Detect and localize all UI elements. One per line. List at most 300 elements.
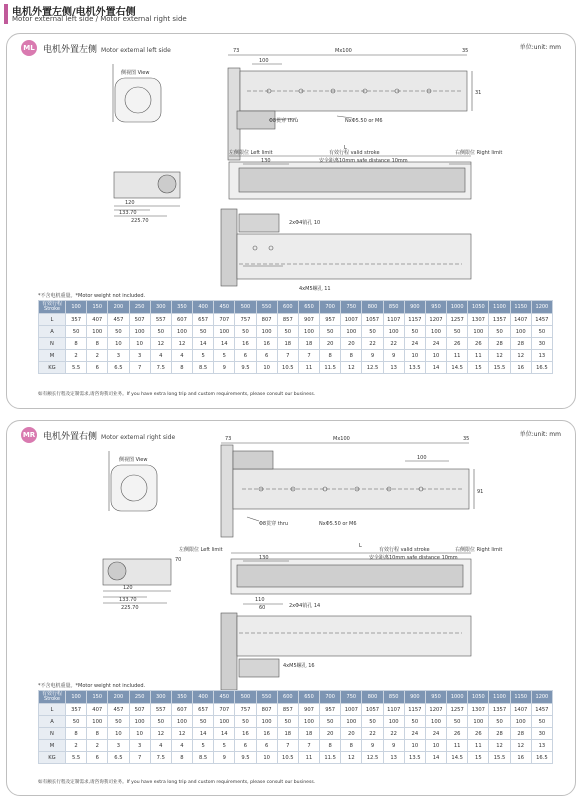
stroke-header-cell: 950 xyxy=(425,301,446,314)
mr-safety-label: 安全距离10mm safe distance 10mm xyxy=(369,555,458,561)
weight-note: *不含电机重量。*Motor weight not included. xyxy=(38,293,146,299)
stroke-header-cell: 300 xyxy=(150,691,171,704)
table-cell: 28 xyxy=(489,338,510,350)
mr-mount-view-label: 侧视图 View xyxy=(119,457,148,463)
table-cell: 10.5 xyxy=(277,362,298,374)
stroke-header-cell: 700 xyxy=(320,691,341,704)
stroke-header-cell: 550 xyxy=(256,301,277,314)
stroke-header-cell: 500 xyxy=(235,301,256,314)
table-cell: 907 xyxy=(298,704,319,716)
table-cell: 2 xyxy=(66,740,87,752)
ml-end-circle xyxy=(158,175,176,193)
table-cell: 9.5 xyxy=(235,362,256,374)
table-cell: 5 xyxy=(214,740,235,752)
table-cell: 1407 xyxy=(510,704,531,716)
table-cell: 8 xyxy=(171,752,192,764)
table-cell: 11 xyxy=(447,350,468,362)
ml-bottom-end xyxy=(221,209,237,286)
table-cell: 557 xyxy=(150,704,171,716)
mr-dim-L: L xyxy=(359,543,362,549)
title-en: Motor external left side xyxy=(101,47,171,54)
stroke-header-cell: 1200 xyxy=(531,301,552,314)
table-cell: 5.5 xyxy=(66,752,87,764)
ml-dim-130: 130 xyxy=(261,158,271,164)
stroke-header-cell: 450 xyxy=(214,301,235,314)
row-label: M xyxy=(39,350,66,362)
table-cell: 100 xyxy=(256,326,277,338)
table-cell: 12.5 xyxy=(362,752,383,764)
table-cell: 100 xyxy=(298,326,319,338)
table-cell: 557 xyxy=(150,314,171,326)
stroke-header-cell: 400 xyxy=(193,691,214,704)
stroke-header-cell: 200 xyxy=(108,301,129,314)
table-cell: 28 xyxy=(489,728,510,740)
table-cell: 24 xyxy=(404,728,425,740)
table-row xyxy=(39,740,553,752)
mr-mount-side xyxy=(111,465,157,511)
table-cell: 18 xyxy=(277,338,298,350)
table-cell: 507 xyxy=(129,314,150,326)
stroke-header-cell: 800 xyxy=(362,691,383,704)
table-cell: 2 xyxy=(87,740,108,752)
stroke-header-cell: 750 xyxy=(341,301,362,314)
table-cell: 12 xyxy=(341,362,362,374)
table-cell: 5 xyxy=(214,350,235,362)
table-cell: 507 xyxy=(129,704,150,716)
ml-dim-225: 225.70 xyxy=(131,218,149,224)
table-cell: 14 xyxy=(425,752,446,764)
table-cell: 657 xyxy=(193,704,214,716)
table-cell: 2 xyxy=(87,350,108,362)
table-cell: 4 xyxy=(171,350,192,362)
stroke-header-cell: 550 xyxy=(256,691,277,704)
table-cell: 1007 xyxy=(341,704,362,716)
table-cell: 12 xyxy=(341,752,362,764)
stroke-header-cell: 1200 xyxy=(531,691,552,704)
table-cell: 357 xyxy=(66,704,87,716)
table-cell: 3 xyxy=(108,740,129,752)
table-cell: 12 xyxy=(510,740,531,752)
ml-dim-mx100: Mx100 xyxy=(335,48,352,54)
mr-spec-table xyxy=(38,690,553,764)
table-cell: 100 xyxy=(383,716,404,728)
ml-spec-body xyxy=(39,301,553,374)
table-cell: 100 xyxy=(510,326,531,338)
table-cell: 3 xyxy=(108,350,129,362)
table-cell: 50 xyxy=(404,326,425,338)
table-cell: 1357 xyxy=(489,704,510,716)
stroke-header-cell: 750 xyxy=(341,691,362,704)
stroke-header-cell: 200 xyxy=(108,691,129,704)
page-header xyxy=(0,0,581,28)
table-cell: 11 xyxy=(468,740,489,752)
table-cell: 7 xyxy=(298,350,319,362)
table-cell: 5 xyxy=(193,350,214,362)
table-cell: 6 xyxy=(235,740,256,752)
table-cell: 22 xyxy=(383,338,404,350)
table-cell: 100 xyxy=(341,326,362,338)
table-row xyxy=(39,752,553,764)
table-cell: 20 xyxy=(341,338,362,350)
ml-nxm-label: NxΦ5.50 or M6 xyxy=(345,118,383,124)
table-header-row xyxy=(39,301,553,314)
stroke-header-cell: 150 xyxy=(87,691,108,704)
table-cell: 12 xyxy=(489,350,510,362)
table-cell: 9 xyxy=(214,752,235,764)
unit-label: 单位:unit: mm xyxy=(519,44,561,51)
table-cell: 100 xyxy=(468,326,489,338)
stroke-header-label xyxy=(39,691,66,704)
table-cell: 50 xyxy=(108,326,129,338)
table-cell: 100 xyxy=(171,716,192,728)
table-cell: 6 xyxy=(87,362,108,374)
table-cell: 8 xyxy=(66,338,87,350)
table-cell: 18 xyxy=(277,728,298,740)
table-cell: 100 xyxy=(468,716,489,728)
table-cell: 100 xyxy=(256,716,277,728)
table-cell: 13.5 xyxy=(404,752,425,764)
table-cell: 707 xyxy=(214,704,235,716)
table-cell: 100 xyxy=(214,326,235,338)
table-cell: 957 xyxy=(320,704,341,716)
row-label: N xyxy=(39,728,66,740)
table-cell: 11 xyxy=(468,350,489,362)
table-cell: 15 xyxy=(468,362,489,374)
ml-front-rail xyxy=(239,168,465,192)
table-cell: 757 xyxy=(235,704,256,716)
stroke-header-cell: 250 xyxy=(129,691,150,704)
table-cell: 1207 xyxy=(425,704,446,716)
row-label: A xyxy=(39,716,66,728)
table-cell: 1057 xyxy=(362,314,383,326)
table-cell: 10 xyxy=(256,752,277,764)
table-cell: 50 xyxy=(277,716,298,728)
mr-thru-label: Φ8贯穿 thru xyxy=(259,521,289,527)
table-cell: 9 xyxy=(383,350,404,362)
table-cell: 807 xyxy=(256,704,277,716)
mr-bottom-carriage xyxy=(239,659,279,677)
table-cell: 50 xyxy=(66,326,87,338)
table-row xyxy=(39,314,553,326)
table-cell: 607 xyxy=(171,704,192,716)
table-cell: 24 xyxy=(404,338,425,350)
table-cell: 407 xyxy=(87,314,108,326)
table-cell: 100 xyxy=(425,326,446,338)
table-cell: 100 xyxy=(341,716,362,728)
mr-dim-133: 133.70 xyxy=(119,597,137,603)
table-cell: 16 xyxy=(510,362,531,374)
stroke-header-cell: 850 xyxy=(383,691,404,704)
table-cell: 6 xyxy=(87,752,108,764)
mr-hole-m5-label: 4xM5螺孔 16 xyxy=(283,663,315,669)
table-cell: 13 xyxy=(383,752,404,764)
table-cell: 12.5 xyxy=(362,362,383,374)
stroke-header-cell: 600 xyxy=(277,301,298,314)
mr-end-plate xyxy=(221,445,233,537)
stroke-header-cell: 500 xyxy=(235,691,256,704)
table-cell: 10 xyxy=(108,728,129,740)
mr-dim-60: 60 xyxy=(259,605,266,611)
table-cell: 14 xyxy=(214,338,235,350)
mr-dim-225: 225.70 xyxy=(121,605,139,611)
row-label: KG xyxy=(39,752,66,764)
stroke-header-cell: 950 xyxy=(425,691,446,704)
table-cell: 907 xyxy=(298,314,319,326)
table-cell: 15.5 xyxy=(489,752,510,764)
table-cell: 857 xyxy=(277,314,298,326)
table-cell: 11 xyxy=(298,752,319,764)
footer-note: 如有额长行程及定制需求,请咨询我司业务。If you have extra long trip and custom requirements, please consult our business. xyxy=(38,392,316,397)
table-cell: 10 xyxy=(404,350,425,362)
table-cell: 8 xyxy=(66,728,87,740)
table-cell: 13 xyxy=(531,350,552,362)
table-cell: 1207 xyxy=(425,314,446,326)
table-cell: 10.5 xyxy=(277,752,298,764)
ml-dowel-label: 2xΦ4销孔 10 xyxy=(289,220,321,226)
table-cell: 22 xyxy=(383,728,404,740)
stroke-header-cell: 1000 xyxy=(447,691,468,704)
table-cell: 8 xyxy=(87,338,108,350)
table-cell: 24 xyxy=(425,728,446,740)
row-label: A xyxy=(39,326,66,338)
table-cell: 1407 xyxy=(510,314,531,326)
table-cell: 50 xyxy=(320,716,341,728)
row-label: N xyxy=(39,338,66,350)
table-cell: 11 xyxy=(447,740,468,752)
mr-stroke-label: 有效行程 valid stroke xyxy=(379,547,430,553)
table-cell: 8 xyxy=(171,362,192,374)
table-cell: 957 xyxy=(320,314,341,326)
table-cell: 50 xyxy=(404,716,425,728)
mr-dim-100: 100 xyxy=(417,455,427,461)
table-cell: 1457 xyxy=(531,314,552,326)
table-cell: 1107 xyxy=(383,704,404,716)
table-cell: 3 xyxy=(129,740,150,752)
table-cell: 4 xyxy=(171,740,192,752)
table-row xyxy=(39,716,553,728)
table-row xyxy=(39,728,553,740)
table-cell: 8 xyxy=(341,350,362,362)
table-row xyxy=(39,362,553,374)
table-cell: 10 xyxy=(108,338,129,350)
table-cell: 857 xyxy=(277,704,298,716)
table-cell: 7 xyxy=(298,740,319,752)
stroke-header-cell: 700 xyxy=(320,301,341,314)
table-cell: 100 xyxy=(214,716,235,728)
table-cell: 15.5 xyxy=(489,362,510,374)
stroke-header-cell: 1050 xyxy=(468,301,489,314)
table-cell: 18 xyxy=(298,338,319,350)
ml-bottom-body xyxy=(237,234,471,279)
table-cell: 16 xyxy=(256,728,277,740)
stroke-header-cell: 650 xyxy=(298,691,319,704)
mr-bottom-end xyxy=(221,613,237,690)
stroke-header-cell: 400 xyxy=(193,301,214,314)
section-motor-left xyxy=(6,33,576,409)
stroke-header-cell: 850 xyxy=(383,301,404,314)
table-cell: 4 xyxy=(150,740,171,752)
stroke-label-cn: 有效行程 xyxy=(41,300,62,307)
table-cell: 24 xyxy=(425,338,446,350)
mr-motor-block xyxy=(233,451,273,469)
weight-note: *不含电机重量。*Motor weight not included. xyxy=(38,683,146,689)
table-cell: 9 xyxy=(214,362,235,374)
stroke-header-cell: 250 xyxy=(129,301,150,314)
table-cell: 8.5 xyxy=(193,752,214,764)
table-cell: 100 xyxy=(129,326,150,338)
table-cell: 50 xyxy=(66,716,87,728)
table-cell: 1357 xyxy=(489,314,510,326)
table-cell: 11.5 xyxy=(320,752,341,764)
mr-spec-body xyxy=(39,691,553,764)
table-cell: 26 xyxy=(447,728,468,740)
table-row xyxy=(39,338,553,350)
table-cell: 22 xyxy=(362,728,383,740)
stroke-header-cell: 1150 xyxy=(510,301,531,314)
table-cell: 16 xyxy=(510,752,531,764)
stroke-header-cell: 1000 xyxy=(447,301,468,314)
stroke-header-cell: 350 xyxy=(171,691,192,704)
table-cell: 8 xyxy=(341,740,362,752)
mr-front-rail xyxy=(237,565,463,587)
table-cell: 14 xyxy=(214,728,235,740)
ml-hole-m5-label: 4xM5螺孔 11 xyxy=(299,286,331,292)
section-motor-right xyxy=(6,420,576,796)
table-cell: 50 xyxy=(235,716,256,728)
table-cell: 16.5 xyxy=(531,362,552,374)
table-cell: 12 xyxy=(150,728,171,740)
stroke-label-en: Stroke xyxy=(44,306,60,312)
mr-dowel-label: 2xΦ4销孔 14 xyxy=(289,603,321,609)
table-cell: 13 xyxy=(531,740,552,752)
table-cell: 50 xyxy=(108,716,129,728)
mr-left-limit: 左侧限位 Left limit xyxy=(179,547,223,553)
mr-dim-120: 120 xyxy=(123,585,133,591)
table-cell: 9 xyxy=(362,740,383,752)
stroke-header-cell: 900 xyxy=(404,301,425,314)
table-cell: 1307 xyxy=(468,704,489,716)
stroke-header-cell: 1150 xyxy=(510,691,531,704)
mr-badge: MR xyxy=(21,427,37,443)
table-cell: 6 xyxy=(235,350,256,362)
table-row xyxy=(39,350,553,362)
ml-dim-L: L xyxy=(344,145,347,151)
stroke-label-cn: 有效行程 xyxy=(41,690,62,697)
table-cell: 100 xyxy=(171,326,192,338)
table-cell: 28 xyxy=(510,728,531,740)
table-cell: 50 xyxy=(489,716,510,728)
ml-stroke-label: 有效行程 valid stroke xyxy=(329,150,380,156)
title-en: Motor external right side xyxy=(101,434,176,441)
table-cell: 50 xyxy=(447,716,468,728)
table-cell: 7.5 xyxy=(150,752,171,764)
table-cell: 8 xyxy=(87,728,108,740)
stroke-header-cell: 600 xyxy=(277,691,298,704)
ml-mount-side xyxy=(115,78,161,122)
table-cell: 12 xyxy=(171,728,192,740)
table-cell: 30 xyxy=(531,338,552,350)
page-title: 电机外置左侧/电机外置右侧 xyxy=(12,7,136,18)
mr-dim-35: 35 xyxy=(463,436,470,442)
table-cell: 5.5 xyxy=(66,362,87,374)
table-cell: 14 xyxy=(425,362,446,374)
table-cell: 16 xyxy=(256,338,277,350)
table-cell: 607 xyxy=(171,314,192,326)
table-cell: 7 xyxy=(277,740,298,752)
ml-thru-label: Φ8贯穿 thru xyxy=(269,118,299,124)
table-cell: 50 xyxy=(277,326,298,338)
stroke-label-en: Stroke xyxy=(44,696,60,702)
table-cell: 100 xyxy=(87,326,108,338)
table-cell: 26 xyxy=(468,338,489,350)
mr-dim-110: 110 xyxy=(255,597,265,603)
row-label: M xyxy=(39,740,66,752)
table-cell: 8 xyxy=(320,350,341,362)
table-cell: 407 xyxy=(87,704,108,716)
table-cell: 6 xyxy=(256,350,277,362)
footer-note: 如有额长行程及定制需求,请咨询我司业务。If you have extra long trip and custom requirements, please consult our business. xyxy=(38,780,316,785)
page-subtitle: Motor external left side / Motor external right side xyxy=(12,15,187,23)
table-cell: 20 xyxy=(341,728,362,740)
table-cell: 707 xyxy=(214,314,235,326)
table-cell: 1157 xyxy=(404,314,425,326)
mr-bottom-body xyxy=(237,616,471,656)
table-cell: 14.5 xyxy=(447,752,468,764)
table-cell: 6 xyxy=(256,740,277,752)
stroke-header-cell: 450 xyxy=(214,691,235,704)
table-cell: 657 xyxy=(193,314,214,326)
table-cell: 50 xyxy=(193,326,214,338)
mr-nxm-label: NxΦ5.50 or M6 xyxy=(319,521,357,527)
table-cell: 5 xyxy=(193,740,214,752)
table-cell: 50 xyxy=(150,716,171,728)
stroke-header-cell: 1050 xyxy=(468,691,489,704)
table-cell: 10 xyxy=(425,740,446,752)
stroke-header-cell: 900 xyxy=(404,691,425,704)
table-cell: 1257 xyxy=(447,314,468,326)
stroke-header-cell: 100 xyxy=(66,691,87,704)
stroke-header-cell: 650 xyxy=(298,301,319,314)
mr-dim-mx100: Mx100 xyxy=(333,436,350,442)
table-cell: 100 xyxy=(298,716,319,728)
table-cell: 14 xyxy=(193,728,214,740)
table-cell: 7.5 xyxy=(150,362,171,374)
table-cell: 16 xyxy=(235,728,256,740)
table-cell: 807 xyxy=(256,314,277,326)
table-cell: 357 xyxy=(66,314,87,326)
row-label: KG xyxy=(39,362,66,374)
row-label: L xyxy=(39,314,66,326)
table-cell: 14 xyxy=(193,338,214,350)
table-cell: 7 xyxy=(277,350,298,362)
title-cn: 电机外置右侧 xyxy=(43,432,98,442)
mr-dim-91: 91 xyxy=(477,489,484,495)
table-row xyxy=(39,326,553,338)
table-cell: 8.5 xyxy=(193,362,214,374)
ml-spec-table xyxy=(38,300,553,374)
ml-right-limit: 右侧限位 Right limit xyxy=(455,150,503,156)
table-cell: 50 xyxy=(193,716,214,728)
table-cell: 4 xyxy=(150,350,171,362)
stroke-header-cell: 350 xyxy=(171,301,192,314)
stroke-header-cell: 1100 xyxy=(489,691,510,704)
header-accent-bar xyxy=(4,4,8,24)
table-cell: 12 xyxy=(150,338,171,350)
stroke-header-cell: 150 xyxy=(87,301,108,314)
table-cell: 50 xyxy=(362,716,383,728)
table-cell: 26 xyxy=(468,728,489,740)
table-cell: 1257 xyxy=(447,704,468,716)
